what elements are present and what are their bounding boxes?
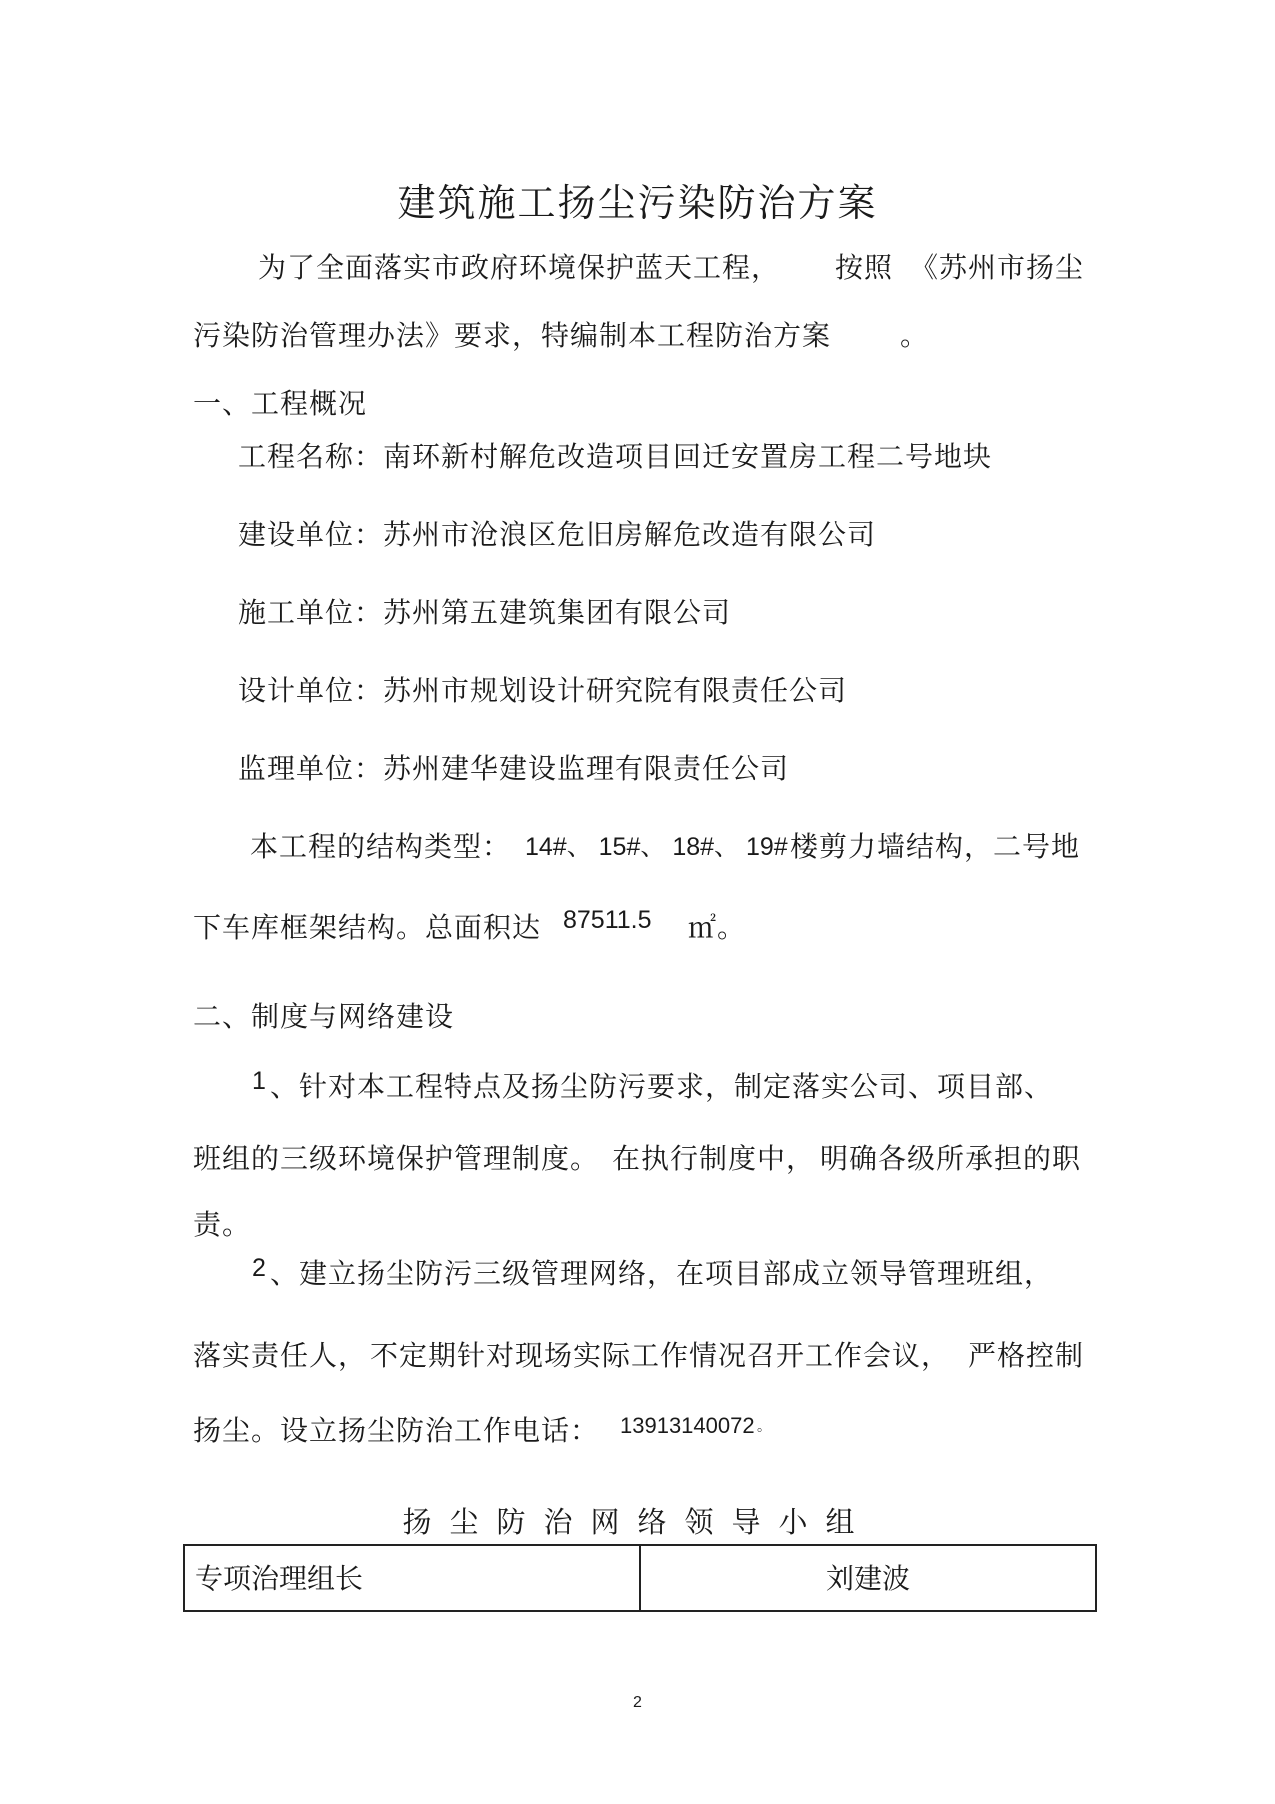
construction-unit: 施工单位：苏州第五建筑集团有限公司 <box>238 596 732 629</box>
owner-unit: 建设单位：苏州市沧浪区危旧房解危改造有限公司 <box>238 518 877 551</box>
intro-line2-b: 。 <box>900 319 930 352</box>
p1-line2-b: 在执行制度中， <box>612 1142 816 1175</box>
section2-heading: 二、制度与网络建设 <box>193 1000 455 1033</box>
intro-line2-a: 污染防治管理办法》要求，特编制本工程防治方案 <box>193 319 832 352</box>
p1-number: 1 <box>252 1067 266 1095</box>
structure-type: 楼剪力墙结构，二号地 <box>790 830 1081 863</box>
intro-line1-a: 为了全面落实市政府环境保护蓝天工程， <box>258 251 781 284</box>
document-title: 建筑施工扬尘污染防治方案 <box>397 181 878 225</box>
supervision-unit: 监理单位：苏州建华建设监理有限责任公司 <box>238 752 790 785</box>
area-value: 87511.5 <box>563 906 652 934</box>
p2-line3: 扬尘。设立扬尘防治工作电话： <box>193 1414 600 1447</box>
intro-line1-b: 按照 <box>835 251 894 284</box>
design-unit: 设计单位：苏州市规划设计研究院有限责任公司 <box>238 674 848 707</box>
structure-label: 本工程的结构类型： <box>250 830 512 863</box>
p2-line2-b: 不定期针对现场实际工作情况召开工作会议， <box>370 1339 951 1372</box>
p2-line2-c: 严格控制 <box>968 1339 1085 1372</box>
p2-line1: 、建立扬尘防污三级管理网络，在项目部成立领导管理班组， <box>270 1257 1054 1290</box>
project-name: 工程名称：南环新村解危改造项目回迁安置房工程二号地块 <box>238 440 993 473</box>
p1-line2-c: 明确各级所承担的职 <box>820 1142 1082 1175</box>
phone-end-mark: 。 <box>757 1419 771 1435</box>
table-title: 扬尘防治网络领导小组 <box>402 1505 873 1539</box>
p2-number: 2 <box>252 1254 266 1282</box>
area-label: 下车库框架结构。总面积达 <box>193 911 542 944</box>
page-number: 2 <box>633 1694 642 1711</box>
p1-line2-a: 班组的三级环境保护管理制度。 <box>193 1142 600 1175</box>
intro-line1-c: 《苏州市扬尘 <box>910 251 1085 284</box>
table-cell-role: 专项治理组长 <box>185 1546 641 1610</box>
area-unit: ㎡。 <box>688 911 747 944</box>
contact-phone: 13913140072 <box>620 1413 755 1438</box>
p1-line1: 、针对本工程特点及扬尘防污要求，制定落实公司、项目部、 <box>270 1070 1054 1103</box>
section1-heading: 一、工程概况 <box>193 387 368 420</box>
leadership-table <box>183 1544 1097 1612</box>
table-cell-name: 刘建波 <box>825 1562 910 1595</box>
p1-line3: 责。 <box>193 1208 252 1241</box>
p2-line2-a: 落实责任人， <box>193 1339 368 1372</box>
structure-buildings: 14#、 15#、 18#、 19# <box>525 833 788 861</box>
